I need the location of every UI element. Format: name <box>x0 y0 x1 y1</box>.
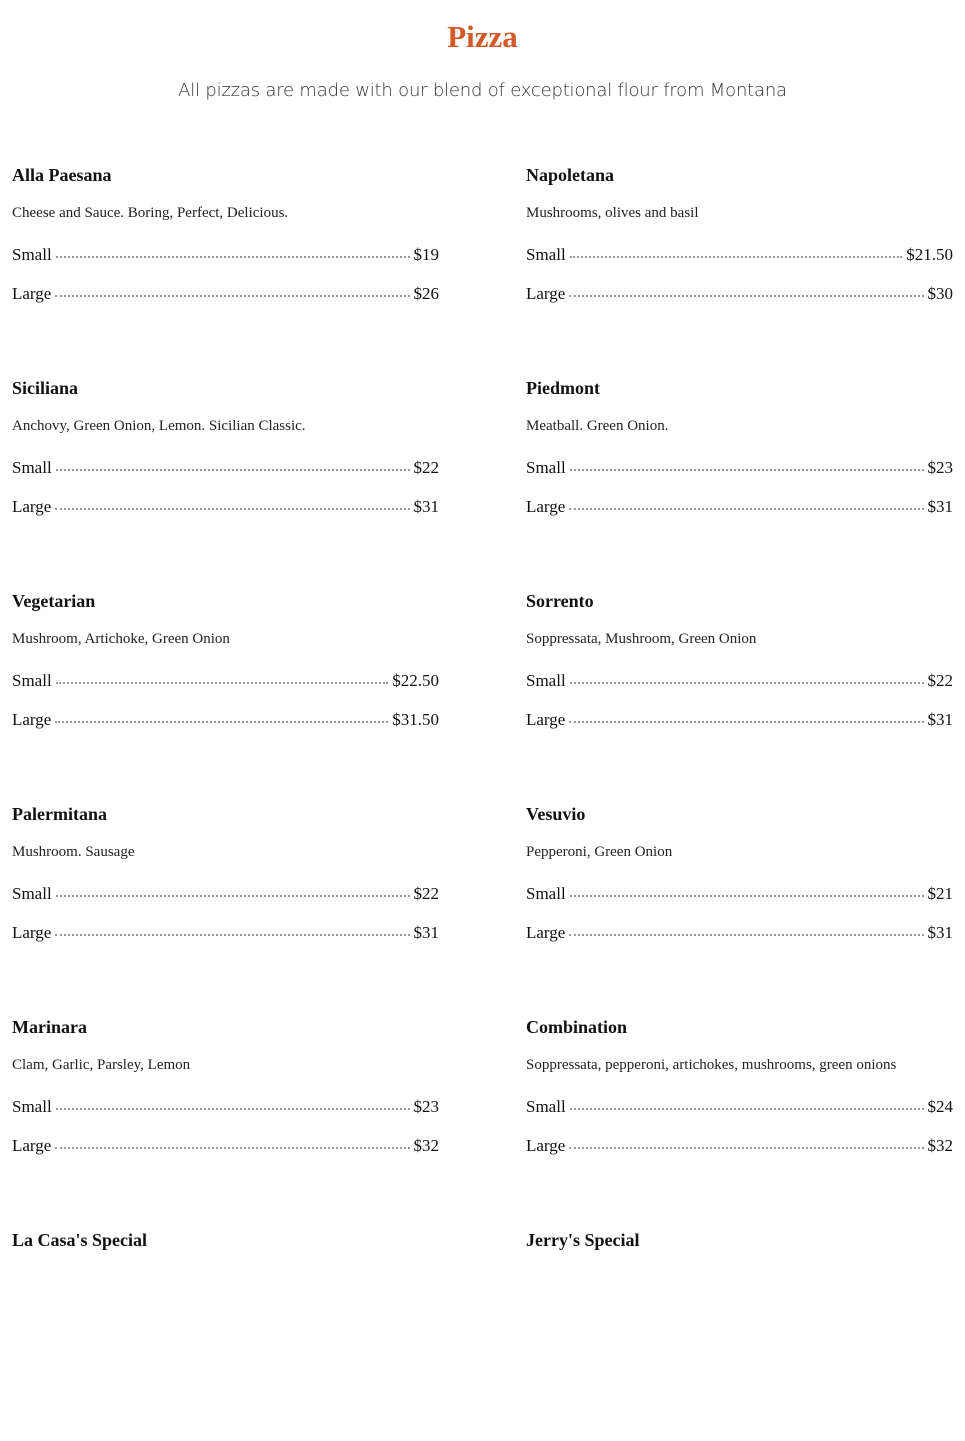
price-value: $22 <box>413 458 439 477</box>
dot-leader <box>569 934 923 936</box>
size-label: Large <box>12 1136 52 1155</box>
price-value: $31 <box>413 923 439 942</box>
price-row <box>526 882 953 906</box>
item-name: Piedmont <box>526 378 600 398</box>
price-row <box>526 243 953 267</box>
item-description: Mushroom. Sausage <box>12 844 135 860</box>
price-row <box>12 495 439 519</box>
dot-leader <box>570 256 903 258</box>
item-name: Jerry's Special <box>526 1230 640 1250</box>
page-subtitle: All pizzas are made with our blend of exceptional flour from Montana <box>178 80 787 101</box>
menu-item <box>526 802 953 1015</box>
size-label: Small <box>526 458 566 477</box>
price-row <box>526 708 953 732</box>
price-value: $26 <box>413 284 439 303</box>
price-row <box>526 1134 953 1158</box>
price-value: $19 <box>413 245 439 264</box>
size-label: Small <box>12 458 52 477</box>
dot-leader <box>569 721 923 723</box>
menu-item <box>526 376 953 589</box>
menu-item <box>12 376 439 589</box>
size-label: Large <box>12 923 52 942</box>
dot-leader <box>569 295 923 297</box>
dot-leader <box>570 895 924 897</box>
size-label: Small <box>12 1097 52 1116</box>
size-label: Large <box>12 284 52 303</box>
price-row <box>12 456 439 480</box>
dot-leader <box>570 682 924 684</box>
price-value: $21.50 <box>906 245 953 264</box>
dot-leader <box>55 295 409 297</box>
dot-leader <box>56 682 389 684</box>
item-description: Soppressata, Mushroom, Green Onion <box>526 631 757 647</box>
size-label: Small <box>12 245 52 264</box>
size-label: Large <box>526 284 566 303</box>
size-label: Large <box>526 710 566 729</box>
dot-leader <box>569 508 923 510</box>
item-name: Palermitana <box>12 804 107 824</box>
price-value: $32 <box>413 1136 439 1155</box>
menu-item <box>526 163 953 376</box>
menu-item <box>12 589 439 802</box>
price-row <box>12 282 439 306</box>
price-row <box>12 669 439 693</box>
price-value: $31 <box>413 497 439 516</box>
item-name: Alla Paesana <box>12 165 112 185</box>
price-value: $23 <box>927 458 953 477</box>
item-name: Marinara <box>12 1017 87 1037</box>
size-label: Small <box>526 671 566 690</box>
dot-leader <box>56 1108 410 1110</box>
price-row <box>12 1095 439 1119</box>
menu-grid <box>12 163 953 1441</box>
item-description: Mushroom, Artichoke, Green Onion <box>12 631 230 647</box>
size-label: Large <box>12 710 52 729</box>
size-label: Large <box>526 497 566 516</box>
item-description: Meatball. Green Onion. <box>526 418 669 434</box>
menu-item <box>12 802 439 1015</box>
price-value: $22.50 <box>392 671 439 690</box>
menu-item <box>12 163 439 376</box>
price-row <box>12 243 439 267</box>
dot-leader <box>56 256 410 258</box>
dot-leader <box>570 1108 924 1110</box>
item-name: Combination <box>526 1017 628 1037</box>
item-name: Vegetarian <box>12 591 96 611</box>
price-row <box>12 882 439 906</box>
price-row <box>526 456 953 480</box>
price-value: $31 <box>927 710 953 729</box>
size-label: Large <box>526 923 566 942</box>
size-label: Small <box>526 245 566 264</box>
size-label: Small <box>526 884 566 903</box>
price-row <box>526 282 953 306</box>
price-value: $21 <box>927 884 953 903</box>
price-value: $30 <box>927 284 953 303</box>
dot-leader <box>56 469 410 471</box>
price-value: $31 <box>927 923 953 942</box>
item-name: Sorrento <box>526 591 594 611</box>
dot-leader <box>56 895 410 897</box>
item-name: La Casa's Special <box>12 1230 148 1250</box>
price-value: $22 <box>927 671 953 690</box>
price-row <box>526 669 953 693</box>
price-value: $23 <box>413 1097 439 1116</box>
size-label: Large <box>526 1136 566 1155</box>
item-name: Siciliana <box>12 378 79 398</box>
menu-item <box>526 1228 953 1441</box>
price-row <box>526 495 953 519</box>
dot-leader <box>55 721 388 723</box>
price-value: $22 <box>413 884 439 903</box>
dot-leader <box>570 469 924 471</box>
page-title: Pizza <box>447 19 518 54</box>
size-label: Small <box>12 671 52 690</box>
dot-leader <box>55 1147 409 1149</box>
price-row <box>526 921 953 945</box>
menu-item <box>526 589 953 802</box>
size-label: Small <box>12 884 52 903</box>
size-label: Large <box>12 497 52 516</box>
price-value: $31 <box>927 497 953 516</box>
dot-leader <box>55 508 409 510</box>
price-value: $24 <box>927 1097 953 1116</box>
item-name: Napoletana <box>526 165 615 185</box>
item-description: Soppressata, pepperoni, artichokes, mushrooms, green onions <box>526 1057 897 1073</box>
item-description: Cheese and Sauce. Boring, Perfect, Delicious. <box>12 205 289 221</box>
item-description: Pepperoni, Green Onion <box>526 844 673 860</box>
price-value: $31.50 <box>392 710 439 729</box>
item-description: Anchovy, Green Onion, Lemon. Sicilian Classic. <box>12 418 306 434</box>
price-row <box>12 921 439 945</box>
dot-leader <box>55 934 409 936</box>
price-row <box>526 1095 953 1119</box>
menu-item <box>12 1228 439 1441</box>
size-label: Small <box>526 1097 566 1116</box>
item-description: Mushrooms, olives and basil <box>526 205 699 221</box>
price-row <box>12 708 439 732</box>
menu-item <box>526 1015 953 1228</box>
price-row <box>12 1134 439 1158</box>
price-value: $32 <box>927 1136 953 1155</box>
item-description: Clam, Garlic, Parsley, Lemon <box>12 1057 191 1073</box>
item-name: Vesuvio <box>526 804 586 824</box>
dot-leader <box>569 1147 923 1149</box>
menu-item <box>12 1015 439 1228</box>
